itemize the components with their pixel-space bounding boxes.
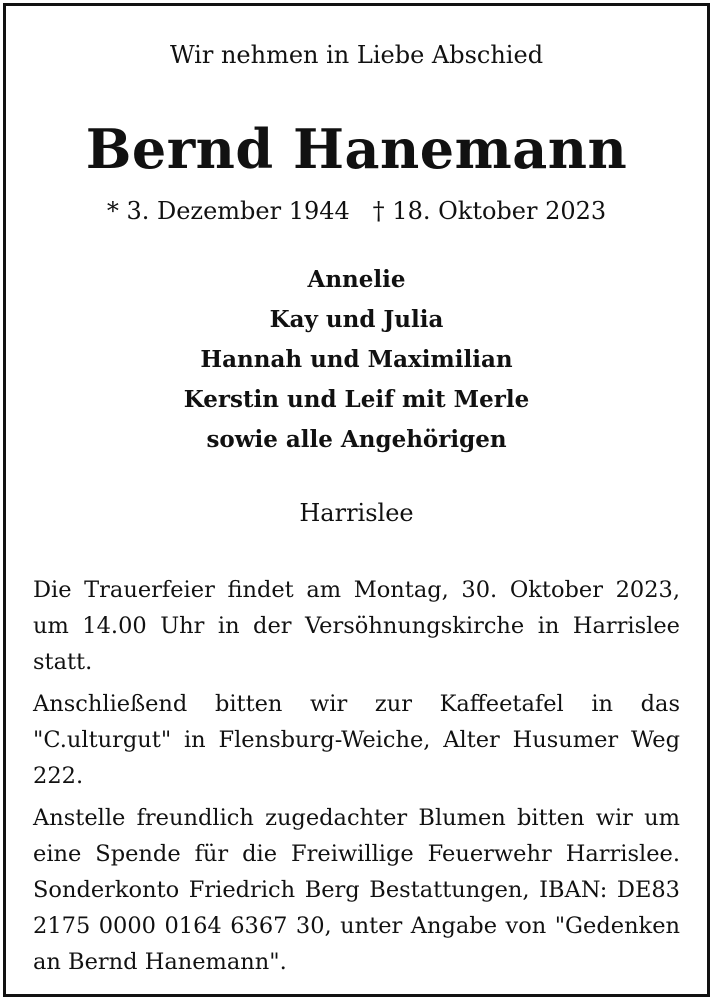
funeral-details (33, 572, 680, 986)
mourner-line: Kerstin und Leif mit Merle (183, 386, 530, 413)
service-paragraph: Die Trauerfeier findet am Montag, 30. Oktober 2023, um 14.00 Uhr in der Versöhnungskirche in Harrislee statt. (33, 577, 680, 675)
deceased-name: Bernd Hanemann (85, 117, 628, 181)
mourners-list (6, 260, 707, 460)
mourner-line: Hannah und Maximilian (200, 346, 513, 373)
place-name: Harrislee (299, 499, 414, 527)
donation-paragraph: Anstelle freundlich zugedachter Blumen bitten wir um eine Spende für die Freiwillige Feuerwehr Harrislee. Sonderkonto Friedrich Berg Bestattungen, IBAN: DE83 2175 0000 0164 6367 30, unter Angabe von "Gedenken an Bernd Hanemann". (33, 805, 680, 975)
reception-paragraph: Anschließend bitten wir zur Kaffeetafel in das "C.ulturgut" in Flensburg-Weiche, Alter Husumer Weg 222. (33, 691, 680, 789)
mourner-line: Annelie (307, 266, 406, 293)
mourner-line: sowie alle Angehörigen (206, 426, 507, 453)
intro-line: Wir nehmen in Liebe Abschied (169, 41, 544, 69)
mourner-line: Kay und Julia (269, 306, 444, 333)
life-dates: * 3. Dezember 1944 † 18. Oktober 2023 (106, 197, 607, 225)
obituary-notice (3, 3, 710, 997)
